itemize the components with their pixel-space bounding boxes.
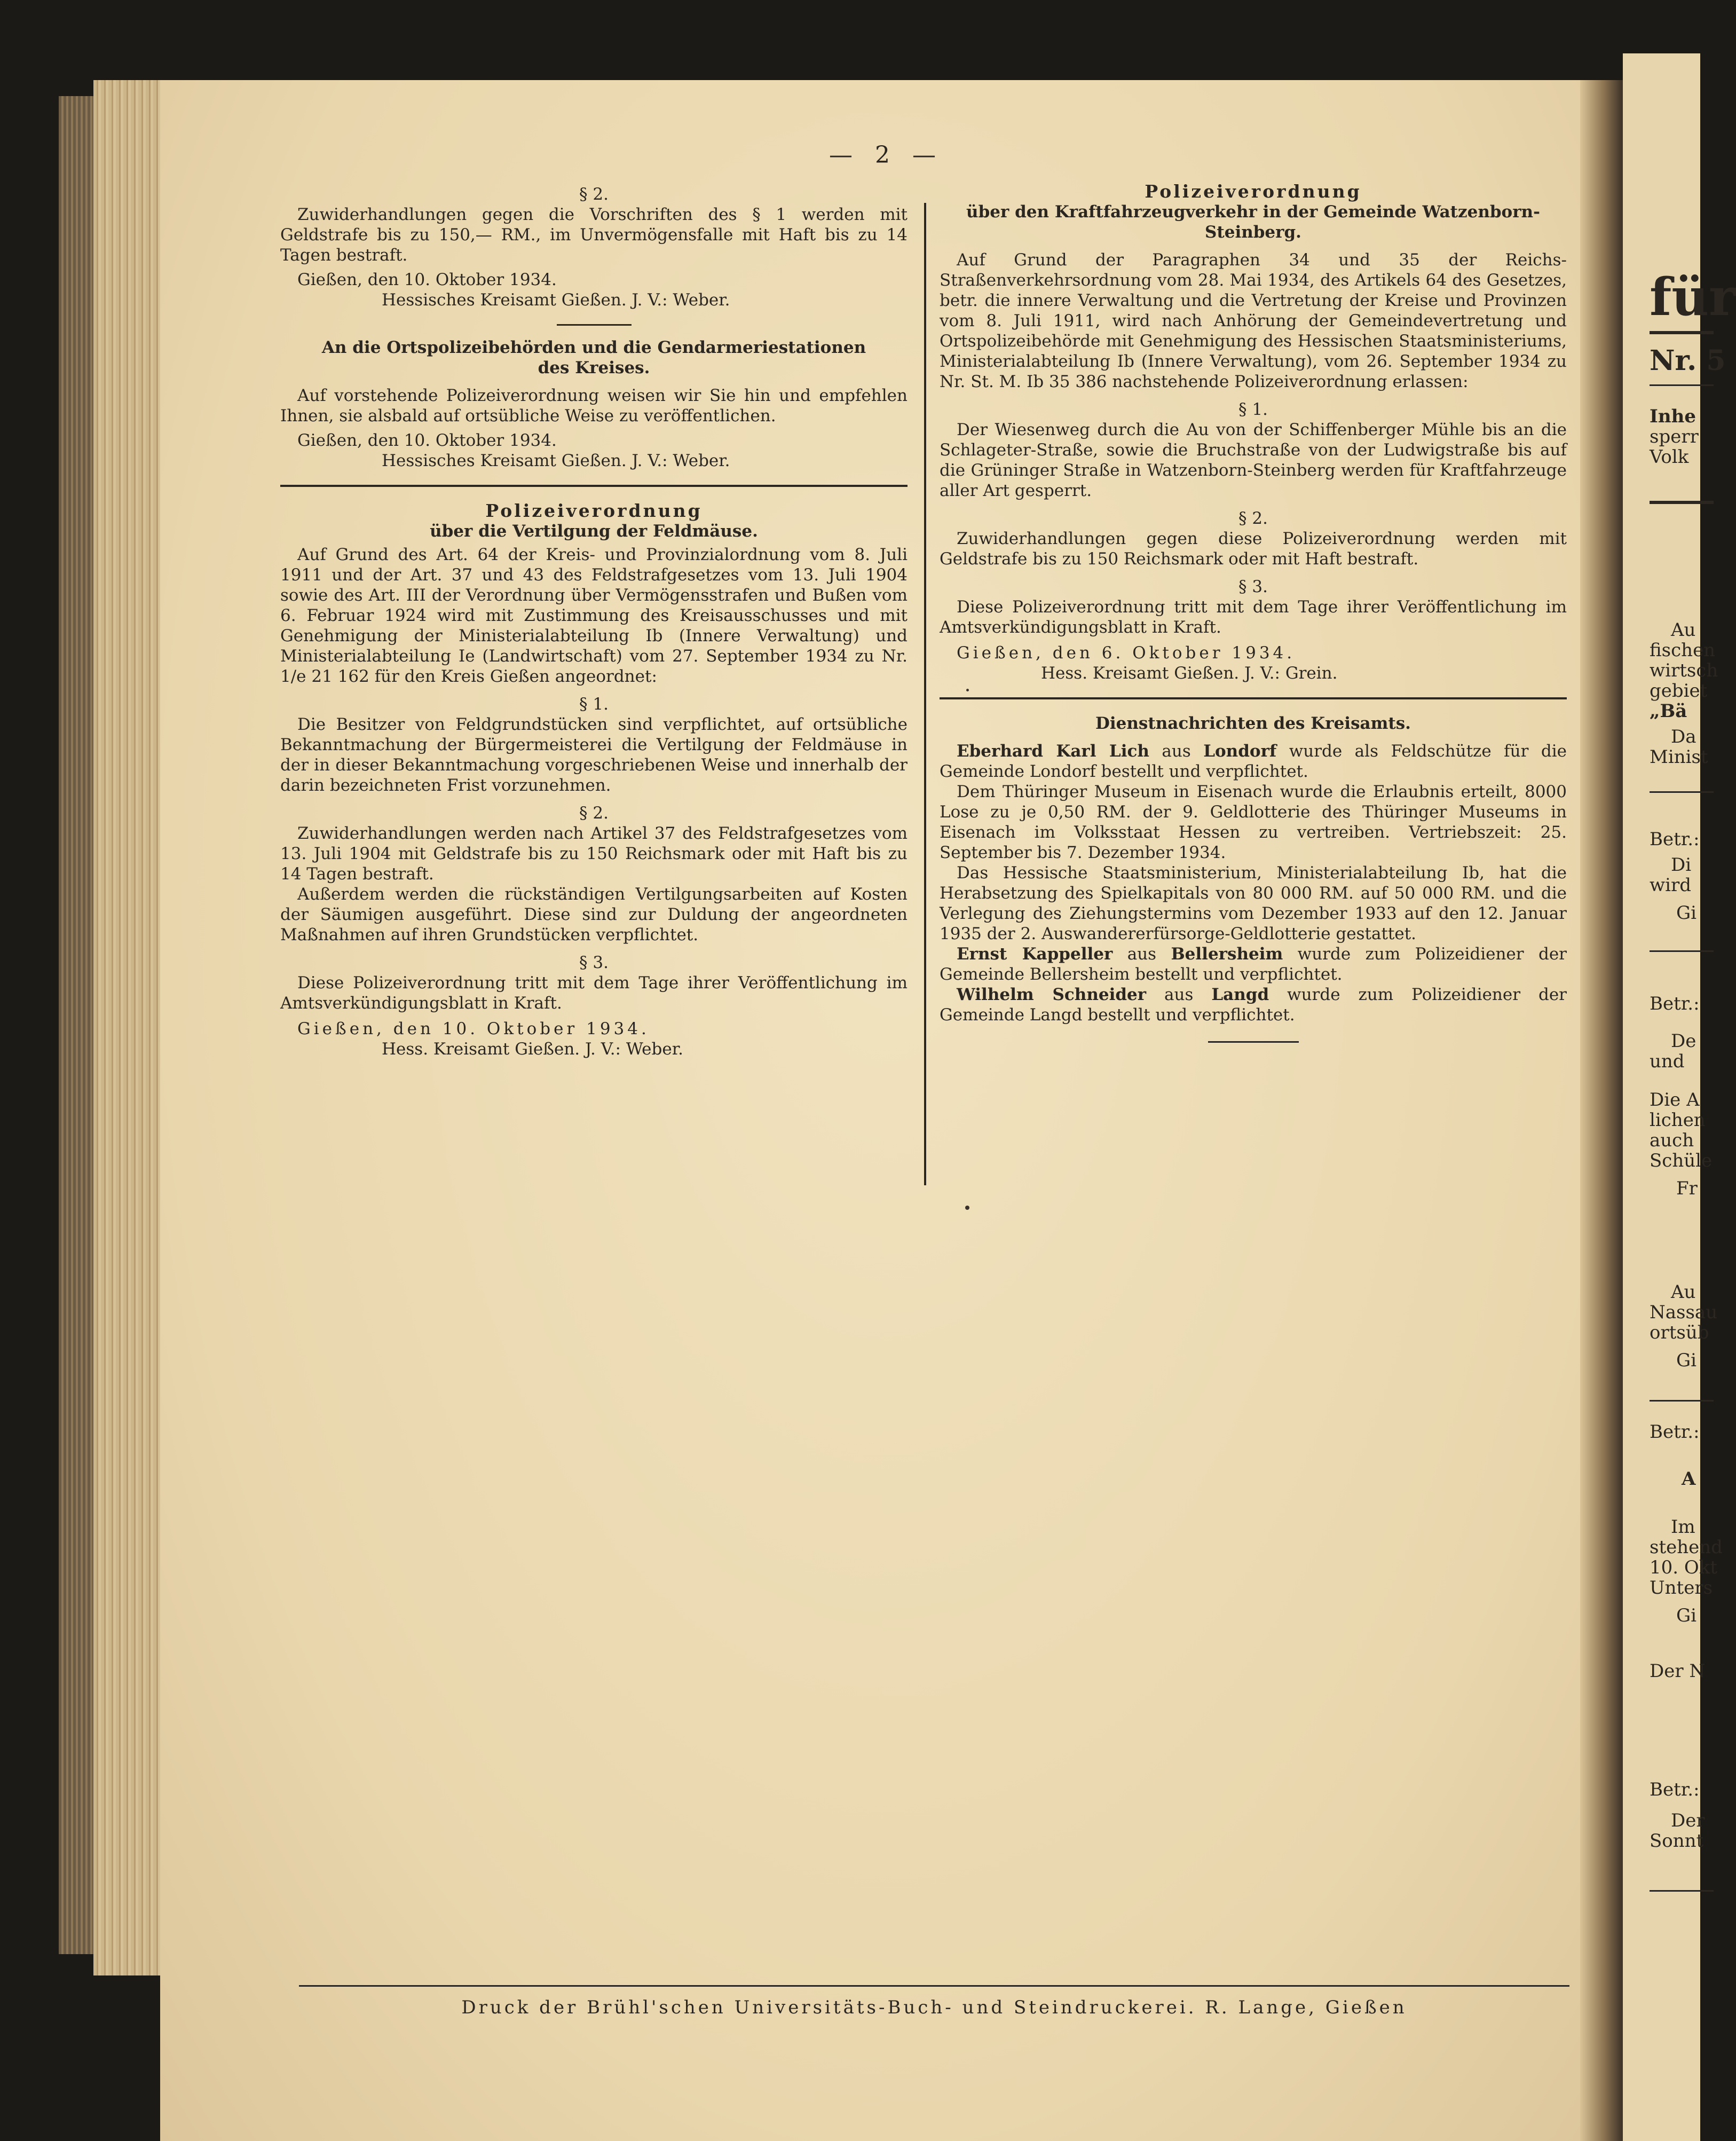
signature-line: Hessisches Kreisamt Gießen. J. V.: Weber. bbox=[382, 451, 730, 470]
adjacent-title: für bbox=[1650, 267, 1736, 327]
text: wurde zum Polizeidiener der Gemeinde Bellersheim bestellt und verpflichtet. bbox=[940, 944, 1567, 984]
paragraph-mark: § 2. bbox=[579, 185, 609, 204]
text: aus bbox=[1146, 985, 1212, 1004]
adjacent-text: A bbox=[1682, 1468, 1696, 1490]
book-gutter bbox=[1580, 80, 1623, 2141]
body-text: Zuwiderhandlungen gegen die Vorschriften des § 1 werden mit Geldstrafe bis zu 150,— RM., im Unvermögensfalle mit Haft bis zu 14 Tagen bestraft. bbox=[280, 205, 908, 265]
text: aus bbox=[1112, 944, 1171, 964]
adjacent-text: De bbox=[1671, 1030, 1696, 1052]
body-text: Der Wiesenweg durch die Au von der Schiffenberger Mühle bis an die Schlageter-Straße, sowie die Bruchstraße von der Ludwigstraße bis auf die Grüninger Straße in Watzenborn-Steinberg werden für Kraftfahrzeuge aller Art gesperrt. bbox=[940, 420, 1567, 500]
adjacent-text: Au bbox=[1671, 619, 1696, 641]
separator bbox=[557, 324, 632, 326]
adjacent-text: und bbox=[1650, 1051, 1685, 1072]
adjacent-number: Nr. 5 bbox=[1650, 344, 1726, 377]
date-line: Gießen, den 6. Oktober 1934. bbox=[957, 643, 1296, 663]
adjacent-text: Betr.: bbox=[1650, 1421, 1700, 1443]
rule bbox=[1650, 331, 1714, 334]
person-name: Wilhelm Schneider bbox=[957, 985, 1147, 1004]
adjacent-text: Minist bbox=[1650, 746, 1708, 768]
place-name: Londorf bbox=[1203, 742, 1277, 761]
adjacent-text: fischen bbox=[1650, 640, 1716, 661]
adjacent-text: Gi bbox=[1676, 902, 1697, 924]
signature-line: Hessisches Kreisamt Gießen. J. V.: Weber. bbox=[382, 290, 730, 310]
section-heading: Dienstnachrichten des Kreisamts. bbox=[1095, 714, 1411, 733]
news-item: Dem Thüringer Museum in Eisenach wurde die Erlaubnis erteilt, 8000 Lose zu je 0,50 RM. der 9. Geldlotterie des Thüringer Museums in Eisenach im Volksstaat Hessen zu vertreiben. Vertriebszeit: 25. September bis 7. Dezember 1934. bbox=[940, 782, 1567, 862]
place-name: Bellersheim bbox=[1171, 944, 1283, 964]
text: wurde zum Polizeidiener der Gemeinde Langd bestellt und verpflichtet. bbox=[940, 985, 1567, 1025]
adjacent-page bbox=[1623, 53, 1736, 2141]
signature-line: Hess. Kreisamt Gießen. J. V.: Weber. bbox=[382, 1040, 683, 1059]
text: wurde als Feldschütze für die Gemeinde Londorf bestellt und verpflichtet. bbox=[940, 742, 1567, 781]
rule bbox=[1650, 1890, 1714, 1892]
page-number: — 2 — bbox=[829, 141, 943, 169]
speck bbox=[965, 1206, 969, 1210]
adjacent-text: gebiet bbox=[1650, 680, 1708, 702]
body-text: Die Besitzer von Feldgrundstücken sind verpflichtet, auf ortsübliche Bekanntmachung der Bürgermeisterei die Vertilgung der Feldmäuse in der in dieser Bekanntmachung vorgeschriebenen Weise und innerhalb der darin bezeichneten Frist vorzunehmen. bbox=[280, 715, 908, 795]
date-line: Gießen, den 10. Oktober 1934. bbox=[297, 270, 557, 289]
separator bbox=[1208, 1041, 1299, 1043]
adjacent-text: Betr.: bbox=[1650, 829, 1700, 850]
paragraph-mark: § 3. bbox=[1238, 577, 1268, 596]
adjacent-text: Im bbox=[1671, 1516, 1695, 1538]
adjacent-text: wirtsch bbox=[1650, 660, 1718, 681]
adjacent-text: Da bbox=[1671, 726, 1696, 747]
adjacent-text: Betr.: bbox=[1650, 993, 1700, 1014]
document-page bbox=[160, 80, 1612, 2141]
body-text: Diese Polizeiverordnung tritt mit dem Tage ihrer Veröffentlichung im Amtsverkündigungsblatt in Kraft. bbox=[280, 973, 908, 1013]
adjacent-text: Schüle bbox=[1650, 1150, 1713, 1171]
adjacent-text: wird bbox=[1650, 875, 1691, 896]
section-divider bbox=[280, 485, 908, 487]
adjacent-text: auch bbox=[1650, 1130, 1694, 1151]
text: aus bbox=[1149, 742, 1204, 761]
section-divider bbox=[940, 697, 1567, 699]
body-text: Auf vorstehende Polizeiverordnung weisen wir Sie hin und empfehlen Ihnen, sie alsbald auf ortsübliche Weise zu veröffentlichen. bbox=[280, 386, 908, 426]
adjacent-text: Der N bbox=[1650, 1660, 1706, 1682]
body-text: Zuwiderhandlungen gegen diese Polizeiverordnung werden mit Geldstrafe bis zu 150 Reichsmark oder mit Haft bestraft. bbox=[940, 529, 1567, 569]
speck bbox=[966, 689, 969, 691]
rule bbox=[1650, 791, 1714, 793]
column-rule bbox=[924, 203, 926, 1185]
adjacent-text: Unters bbox=[1650, 1577, 1713, 1599]
adjacent-text: Nassau bbox=[1650, 1302, 1718, 1323]
paragraph-mark: § 1. bbox=[579, 695, 609, 714]
right-column bbox=[940, 182, 1567, 1043]
body-text: Auf Grund der Paragraphen 34 und 35 der Reichs-Straßenverkehrsordnung vom 28. Mai 1934, des Artikels 64 des Gesetzes, betr. die innere Verwaltung und die Vertretung der Kreise und Provinzen vom 8. Juli 1911, wird nach Anhörung der Gemeindevertretung und Ortspolizeibehörde mit Genehmigung des Hessischen Staatsministeriums, Ministerialabteilung Ib (Innere Verwaltung), vom 26. September 1934 zu Nr. St. M. Ib 35 386 nachstehende Polizeiverordnung erlassen: bbox=[940, 250, 1567, 391]
rule bbox=[1650, 1400, 1714, 1402]
body-text: Diese Polizeiverordnung tritt mit dem Tage ihrer Veröffentlichung im Amtsverkündigungsblatt in Kraft. bbox=[940, 597, 1567, 637]
printer-imprint: Druck der Brühl'schen Universitäts-Buch- und Steindruckerei. R. Lange, Gießen bbox=[461, 1997, 1407, 2018]
adjacent-text: Der bbox=[1671, 1810, 1705, 1831]
place-name: Langd bbox=[1211, 985, 1269, 1004]
paragraph-mark: § 2. bbox=[579, 804, 609, 823]
adjacent-text: Gi bbox=[1676, 1605, 1697, 1626]
adjacent-text: Sonnt bbox=[1650, 1830, 1704, 1852]
rule bbox=[1650, 950, 1714, 952]
section-heading: An die Ortspolizeibehörden und die Gendarmeriestationen des Kreises. bbox=[321, 338, 866, 377]
news-item bbox=[940, 944, 1567, 985]
adjacent-text: Fr bbox=[1676, 1178, 1698, 1199]
section-subheading: über den Kraftfahrzeugverkehr in der Gemeinde Watzenborn-Steinberg. bbox=[966, 202, 1540, 242]
adjacent-text: Di bbox=[1671, 854, 1692, 876]
signature-line: Hess. Kreisamt Gießen. J. V.: Grein. bbox=[1041, 664, 1338, 683]
person-name: Eberhard Karl Lich bbox=[957, 742, 1149, 761]
adjacent-text: „Bä bbox=[1650, 700, 1687, 722]
adjacent-text: Volk bbox=[1650, 446, 1689, 468]
section-subheading: über die Vertilgung der Feldmäuse. bbox=[430, 522, 758, 541]
news-item bbox=[940, 985, 1567, 1025]
adjacent-text: 10. Okt bbox=[1650, 1557, 1718, 1578]
paragraph-mark: § 1. bbox=[1238, 400, 1268, 419]
date-line: Gießen, den 10. Oktober 1934. bbox=[297, 431, 557, 450]
paragraph-mark: § 2. bbox=[1238, 509, 1268, 528]
left-column bbox=[280, 184, 908, 1059]
adjacent-text: ortsüb bbox=[1650, 1322, 1709, 1343]
adjacent-text: Betr.: bbox=[1650, 1779, 1700, 1800]
adjacent-text: Au bbox=[1671, 1281, 1696, 1303]
news-item bbox=[940, 741, 1567, 782]
section-heading: Polizeiverordnung bbox=[1145, 181, 1362, 202]
news-item: Das Hessische Staatsministerium, Ministerialabteilung Ib, hat die Herabsetzung des Spielkapitals von 80 000 RM. auf 50 000 RM. und die Verlegung des Ziehungstermins vom Dezember 1933 auf den 12. Januar 1935 der 2. Auswandererfürsorge-Geldlotterie gestattet. bbox=[940, 863, 1567, 943]
body-text: Zuwiderhandlungen werden nach Artikel 37 des Feldstrafgesetzes vom 13. Juli 1904 mit Geldstrafe bis zu 150 Reichsmark oder mit Haft bis zu 14 Tagen bestraft. bbox=[280, 824, 908, 884]
adjacent-text: stehend bbox=[1650, 1537, 1723, 1558]
body-text: Außerdem werden die rückständigen Vertilgungsarbeiten auf Kosten der Säumigen ausgeführt. Diese sind zur Duldung der angeordneten Maßnahmen auf ihren Grundstücken verpflichtet. bbox=[280, 885, 908, 944]
person-name: Ernst Kappeller bbox=[957, 944, 1113, 964]
date-line: Gießen, den 10. Oktober 1934. bbox=[297, 1019, 650, 1038]
paragraph-mark: § 3. bbox=[579, 953, 609, 972]
body-text: Auf Grund des Art. 64 der Kreis- und Provinzialordnung vom 8. Juli 1911 und der Art. 37 und 43 des Feldstrafgesetzes vom 13. Juli 1904 sowie des Art. III der Verordnung über Vermögensstrafen und Bußen vom 6. Februar 1924 wird mit Zustimmung des Kreisausschusses und mit Genehmigung der Ministerialabteilung Ib (Innere Verwaltung) und Ministerialabteilung Ie (Landwirtschaft) vom 27. September 1934 zu Nr. 1/e 21 162 für den Kreis Gießen angeordnet: bbox=[280, 545, 908, 686]
section-heading: Polizeiverordnung bbox=[485, 500, 703, 521]
rule bbox=[1650, 501, 1714, 504]
adjacent-text: lichen bbox=[1650, 1109, 1706, 1131]
book-block-edge bbox=[59, 96, 96, 1954]
adjacent-text: Gi bbox=[1676, 1350, 1697, 1371]
rule bbox=[1650, 384, 1714, 386]
adjacent-text: Die A bbox=[1650, 1089, 1700, 1111]
adjacent-text: sperr bbox=[1650, 426, 1699, 447]
footer-rule bbox=[299, 1985, 1569, 1987]
adjacent-text: Inhe bbox=[1650, 406, 1696, 427]
